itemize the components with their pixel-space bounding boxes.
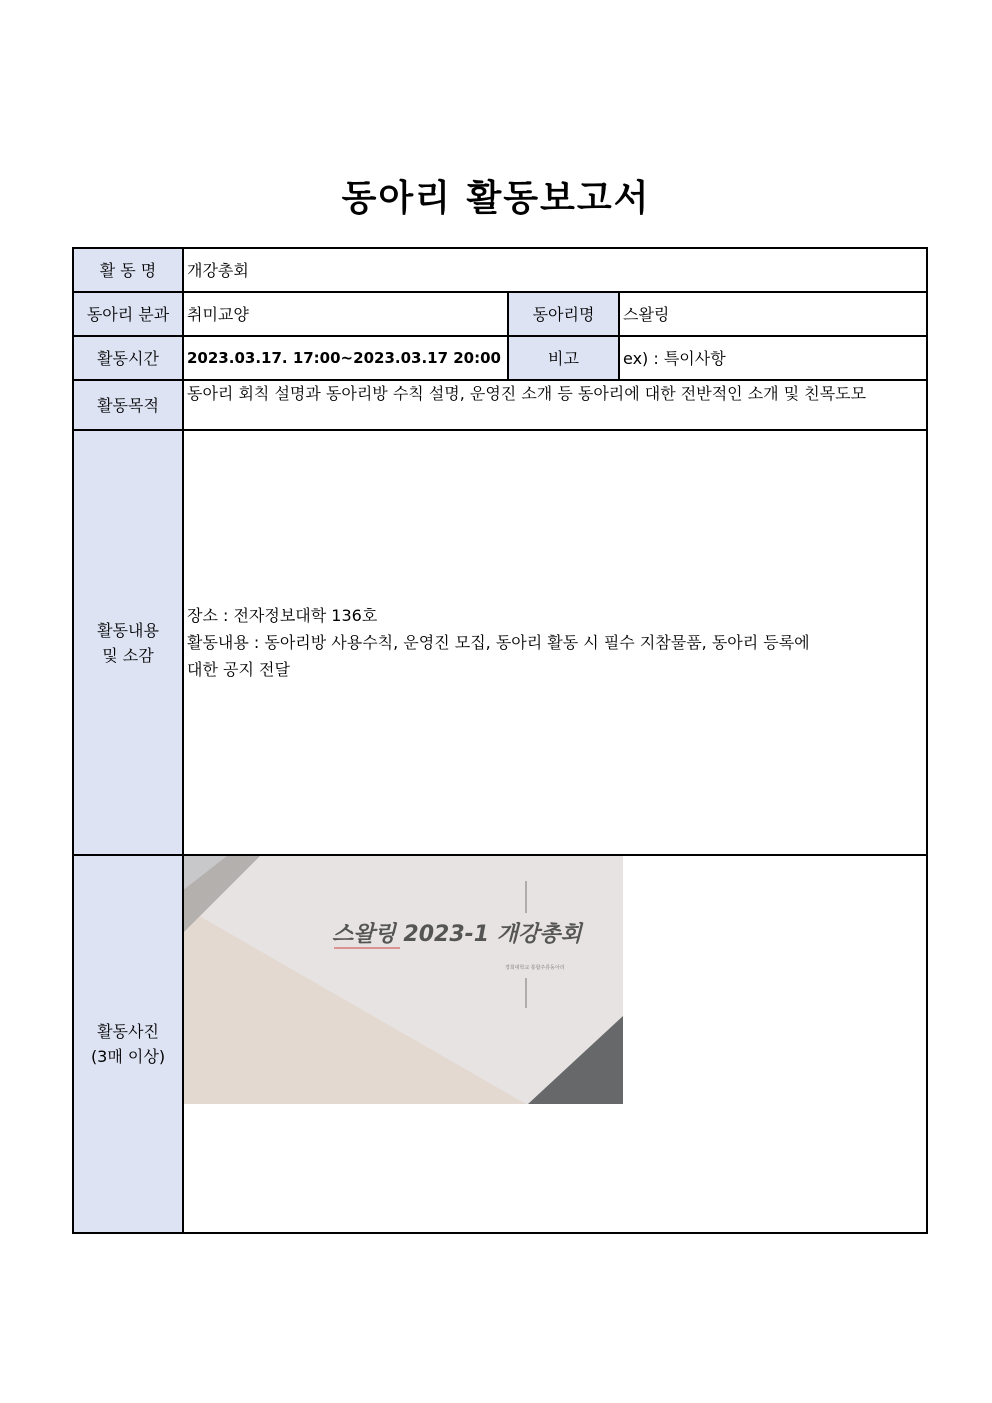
content-label-line1: 활동내용: [97, 620, 159, 640]
slide-subtitle: 경희대학교 통합주류동아리: [505, 965, 565, 971]
slide-title: 스왈링 2023-1 개강총회: [332, 922, 582, 947]
photos-label-line2: (3매 이상): [90, 1047, 166, 1066]
content-line-3: 대한 공지 전달: [187, 660, 290, 679]
content-line-2: 활동내용 : 동아리방 사용수칙, 운영진 모집, 동아리 활동 시 필수 지참물품, 동아리 등록에: [187, 633, 810, 652]
remarks-value: ex) : 특이사항: [619, 336, 927, 380]
content-value: [183, 430, 927, 855]
photos-label: [73, 855, 183, 1233]
content-label: [73, 430, 183, 855]
row-content: [73, 430, 927, 855]
content-label-line2: 및 소감: [102, 645, 154, 665]
row-activity-name: [73, 248, 927, 292]
activity-name-value: 개강총회: [183, 248, 927, 292]
row-activity-time: [73, 336, 927, 380]
club-name-value: 스왈링: [619, 292, 927, 336]
category-value: 취미교양: [183, 292, 508, 336]
activity-time-value: 2023.03.17. 17:00~2023.03.17 20:00: [183, 336, 508, 380]
row-category: [73, 292, 927, 336]
row-purpose: [73, 380, 927, 430]
row-photos: [73, 855, 927, 1233]
activity-photo: [183, 856, 623, 1104]
club-name-label: 동아리명: [508, 292, 619, 336]
photos-cell: [183, 855, 927, 1233]
page-title: 동아리 활동보고서: [341, 178, 651, 219]
purpose-value: 동아리 회칙 설명과 동아리방 수칙 설명, 운영진 소개 등 동아리에 대한 전반적인 소개 및 친목도모: [183, 380, 927, 430]
purpose-label: 활동목적: [73, 380, 183, 430]
report-table: [72, 247, 928, 1234]
category-label: 동아리 분과: [73, 292, 183, 336]
activity-name-label: 활 동 명: [73, 248, 183, 292]
activity-time-label: 활동시간: [73, 336, 183, 380]
photos-label-line1: 활동사진: [97, 1022, 159, 1041]
content-line-1: 장소 : 전자정보대학 136호: [187, 606, 378, 625]
remarks-label: 비고: [508, 336, 619, 380]
